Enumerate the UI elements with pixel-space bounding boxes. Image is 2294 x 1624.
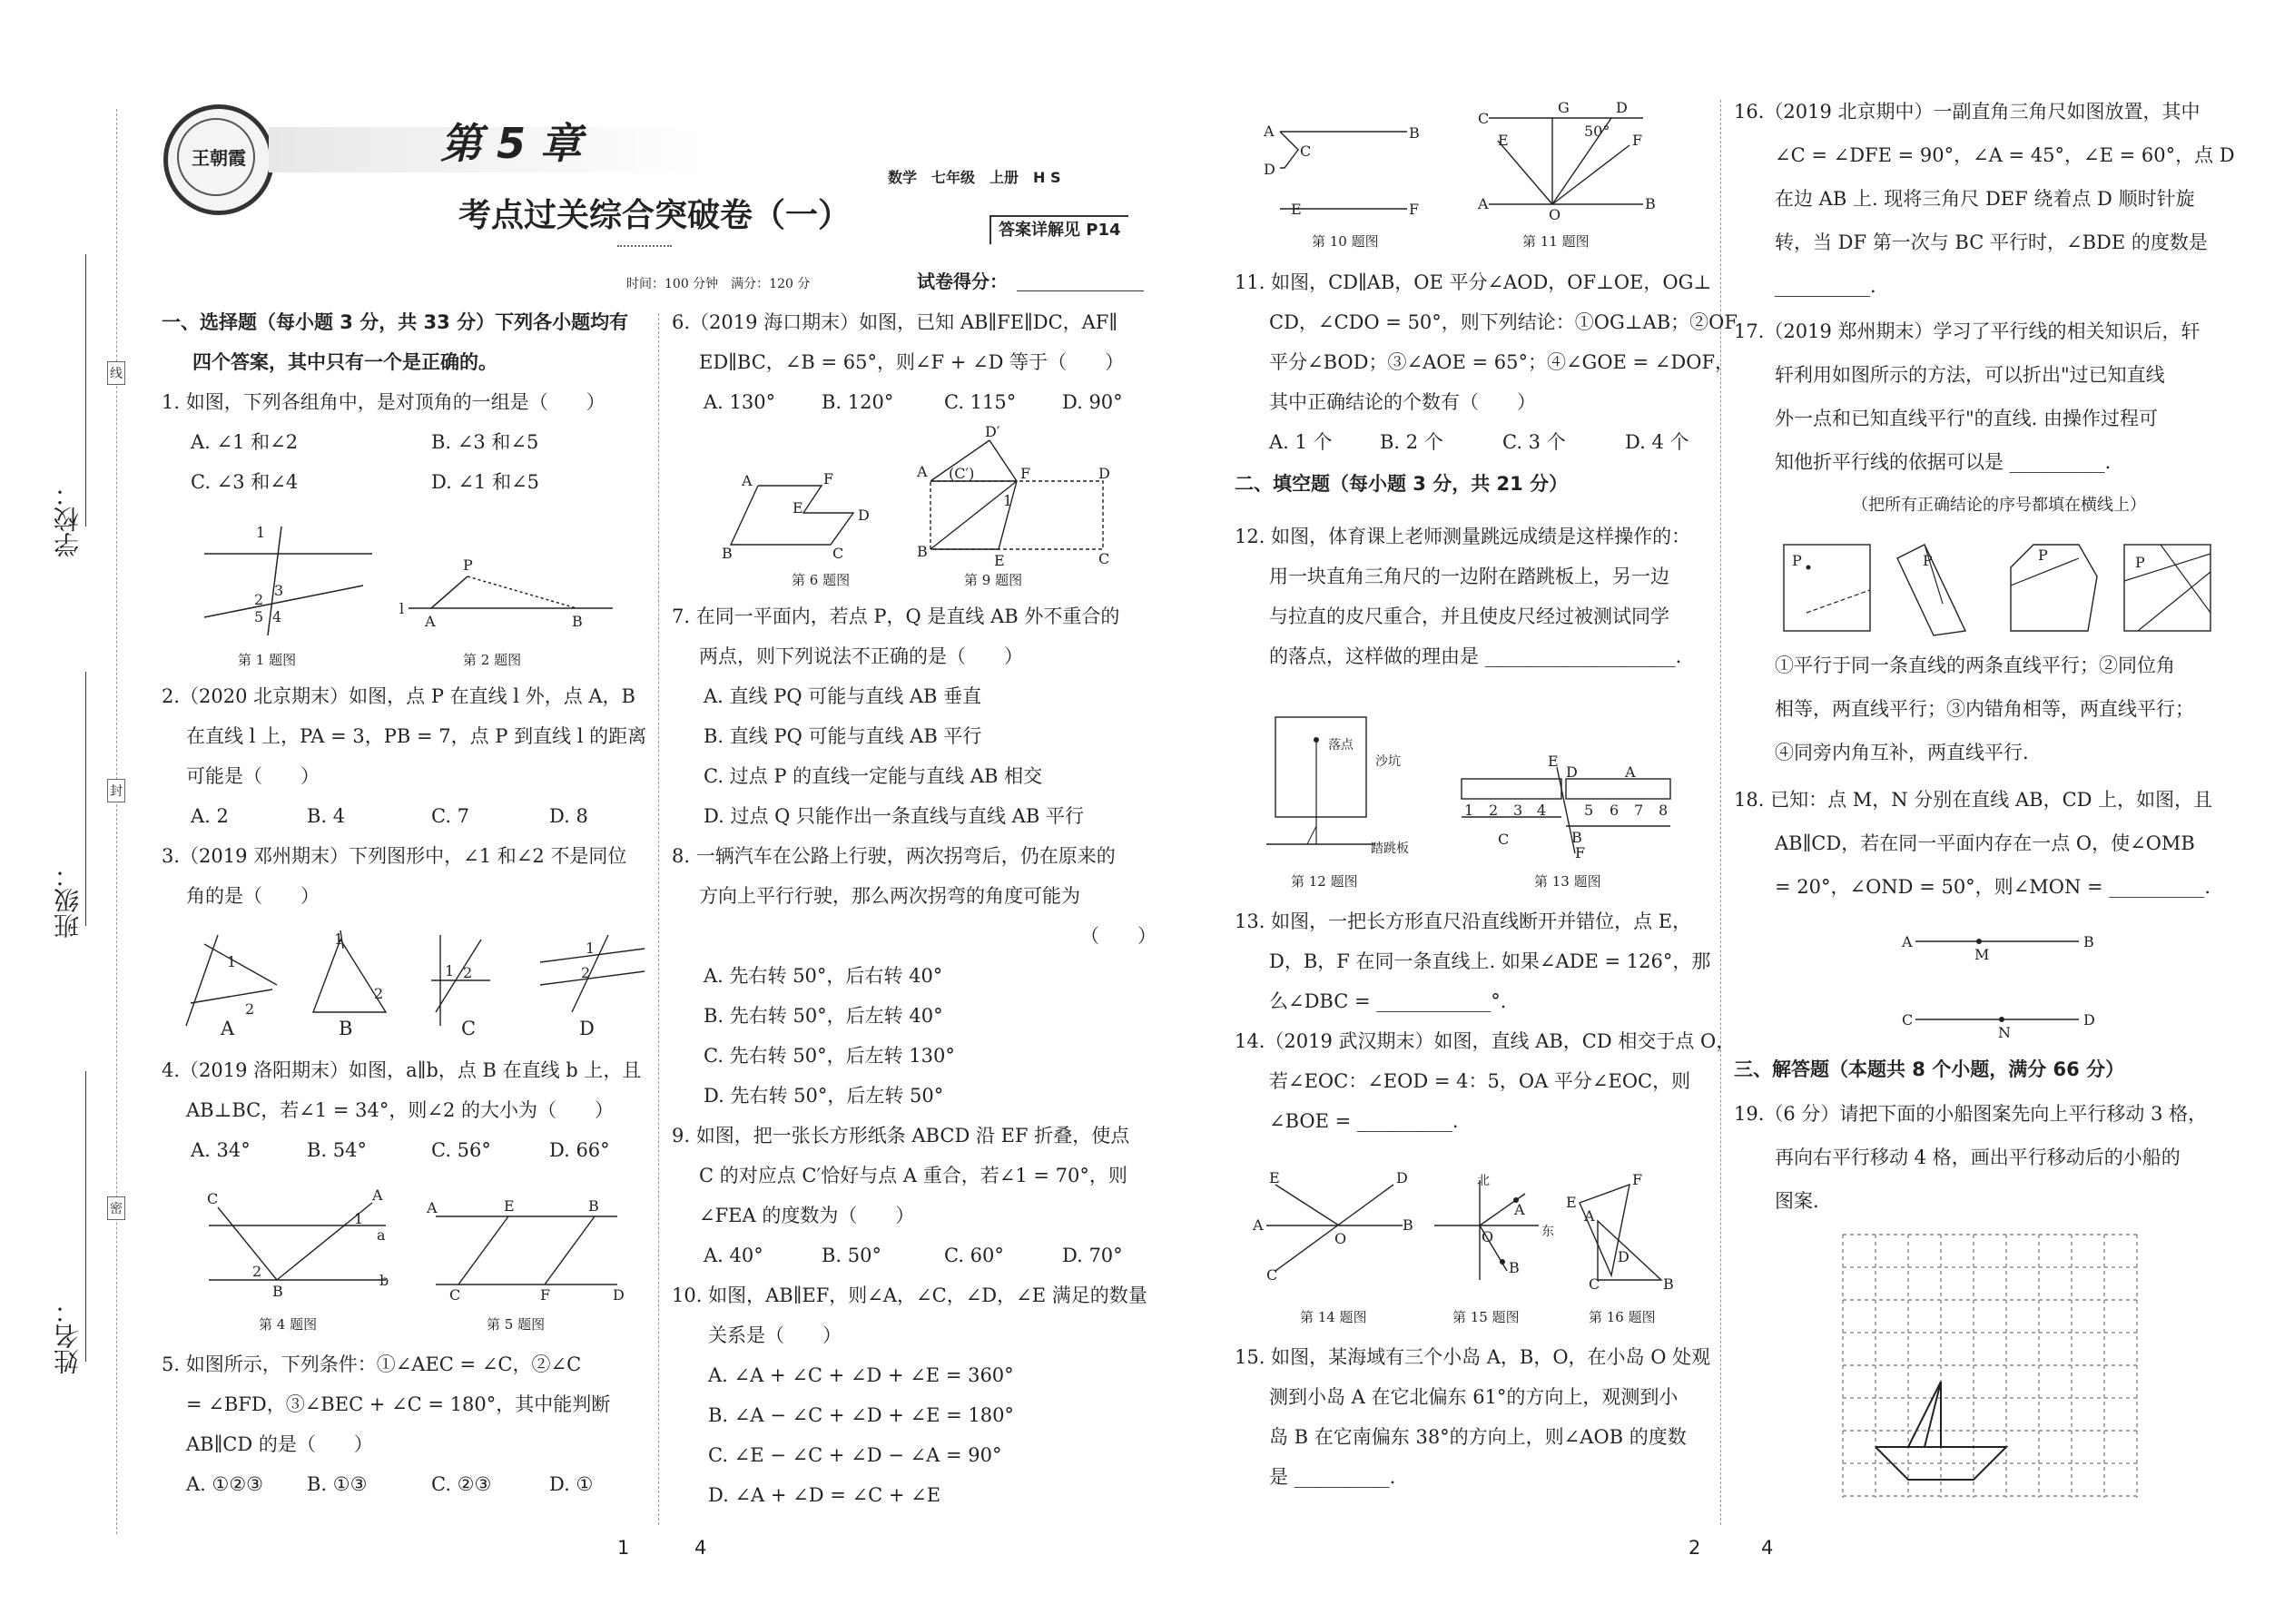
- svg-text:a: a: [377, 1226, 386, 1244]
- logo-text: 王朝霞: [192, 147, 246, 169]
- q9-stem-2: C 的对应点 C′恰好与点 A 重合，若∠1 = 70°，则: [699, 1165, 1127, 1186]
- svg-text:B: B: [588, 1197, 599, 1215]
- q9-option-b[interactable]: B. 50°: [822, 1245, 882, 1266]
- svg-text:C: C: [1098, 550, 1110, 567]
- q13-stem-3: 么∠DBC = ____________°.: [1269, 990, 1507, 1012]
- q13-stem-1: 13. 如图，一把长方形直尺沿直线断开并错位，点 E，: [1235, 910, 1692, 932]
- svg-text:A: A: [372, 1186, 383, 1204]
- q1-stem: 1. 如图，下列各组角中，是对顶角的一组是（ ）: [162, 391, 605, 413]
- binding-dashed-line: [116, 109, 117, 1534]
- fig13-diagram: [1457, 753, 1684, 862]
- q11-stem-4: 其中正确结论的个数有（ ）: [1269, 391, 1536, 413]
- q7-option-d[interactable]: D. 过点 Q 只能作出一条直线与直线 AB 平行: [704, 805, 1084, 827]
- header-deco-dots: [617, 245, 672, 247]
- seal-mark-secret: 密: [107, 1196, 125, 1220]
- fig15-caption: 第 15 题图: [1452, 1309, 1520, 1325]
- svg-text:C: C: [1589, 1275, 1600, 1293]
- q15-stem-4: 是 __________.: [1269, 1466, 1396, 1488]
- logo-seal: [163, 104, 274, 215]
- q14-stem-2: 若∠EOC：∠EOD = 4：5，OA 平分∠EOC，则: [1269, 1070, 1691, 1092]
- q4-option-d[interactable]: D. 66°: [549, 1139, 610, 1161]
- q3-fig-a: [186, 935, 277, 1026]
- q6-option-d[interactable]: D. 90°: [1062, 391, 1123, 413]
- q9-option-a[interactable]: A. 40°: [704, 1245, 763, 1266]
- section-1-heading-cont: 四个答案，其中只有一个是正确的。: [192, 351, 497, 373]
- fig1-caption: 第 1 题图: [238, 652, 297, 668]
- q17-stem-2: 轩利用如图所示的方法，可以折出"过已知直线: [1775, 364, 2165, 386]
- fig11-caption: 第 11 题图: [1522, 233, 1590, 250]
- page-number-4b: 4: [1761, 1537, 1774, 1559]
- svg-text:4: 4: [272, 608, 282, 625]
- fig12-pit-label: 沙坑: [1375, 754, 1401, 769]
- fig14-caption: 第 14 题图: [1300, 1309, 1367, 1325]
- svg-text:F: F: [1020, 465, 1031, 482]
- q17-option-line-3: ④同旁内角互补，两直线平行.: [1775, 742, 2029, 763]
- q4-option-b[interactable]: B. 54°: [307, 1139, 368, 1161]
- svg-text:E: E: [994, 552, 1005, 569]
- q13-stem-2: D，B，F 在同一条直线上. 如果∠ADE = 126°，那: [1269, 950, 1711, 972]
- q11-option-c[interactable]: C. 3 个: [1502, 431, 1566, 453]
- svg-text:F: F: [1409, 201, 1420, 218]
- svg-text:D: D: [613, 1286, 625, 1304]
- svg-text:A: A: [1584, 1207, 1595, 1225]
- q3-fig-b: [313, 930, 386, 1012]
- svg-text:2: 2: [254, 591, 264, 608]
- svg-text:A: A: [427, 1199, 438, 1216]
- svg-text:D: D: [1264, 161, 1275, 178]
- svg-text:2: 2: [1489, 802, 1499, 819]
- q3-label-c[interactable]: C: [461, 1018, 477, 1039]
- svg-text:6: 6: [1610, 802, 1620, 819]
- fig12-caption: 第 12 题图: [1291, 873, 1358, 890]
- page-number-2: 2: [1689, 1537, 1701, 1559]
- q14-stem-3: ∠BOE = __________.: [1269, 1110, 1459, 1132]
- q7-option-b[interactable]: B. 直线 PQ 可能与直线 AB 平行: [704, 725, 982, 747]
- q11-option-b[interactable]: B. 2 个: [1380, 431, 1443, 453]
- svg-text:F: F: [540, 1286, 551, 1304]
- q3-label-d[interactable]: D: [579, 1018, 595, 1039]
- fig5-caption: 第 5 题图: [487, 1316, 546, 1333]
- q17-option-line-2: 相等，两直线平行；③内错角相等，两直线平行；: [1775, 698, 2194, 720]
- svg-text:D: D: [858, 507, 870, 524]
- q11-option-d[interactable]: D. 4 个: [1625, 431, 1689, 453]
- svg-text:O: O: [1334, 1230, 1347, 1247]
- svg-text:1: 1: [586, 940, 596, 957]
- q15-stem-1: 15. 如图，某海域有三个小岛 A，B，O，在小岛 O 处观: [1235, 1346, 1711, 1368]
- q12-stem-4: 的落点，这样做的理由是 ____________________.: [1269, 645, 1682, 667]
- q3-fig-d: [540, 935, 645, 1012]
- name-label: 姓名：: [53, 1298, 83, 1374]
- q17-stem-4: 知他折平行线的依据可以是 __________.: [1775, 451, 2112, 473]
- q10-option-a[interactable]: A. ∠A + ∠C + ∠D + ∠E = 360°: [708, 1364, 1014, 1386]
- q2-stem-2: 在直线 l 上，PA = 3，PB = 7，点 P 到直线 l 的距离: [186, 725, 647, 747]
- svg-text:E: E: [1269, 1169, 1280, 1186]
- q7-stem-2: 两点，则下列说法不正确的是（ ）: [699, 645, 1023, 667]
- svg-text:5: 5: [1584, 802, 1594, 819]
- svg-text:8: 8: [1659, 802, 1669, 819]
- svg-text:b: b: [379, 1272, 389, 1289]
- svg-text:P: P: [2038, 546, 2048, 564]
- svg-text:1: 1: [1464, 802, 1474, 819]
- svg-text:O: O: [1549, 206, 1561, 223]
- q8-option-d[interactable]: D. 先右转 50°，后左转 50°: [704, 1085, 944, 1107]
- fig12-board-label: 踏跳板: [1371, 842, 1409, 856]
- svg-text:P: P: [1792, 552, 1802, 569]
- svg-text:5: 5: [254, 608, 264, 625]
- q6-option-b[interactable]: B. 120°: [822, 391, 894, 413]
- q3-fig-c: [431, 935, 490, 1026]
- q7-option-a[interactable]: A. 直线 PQ 可能与直线 AB 垂直: [704, 685, 982, 707]
- q10-stem-2: 关系是（ ）: [708, 1324, 842, 1346]
- svg-text:E: E: [1566, 1194, 1577, 1211]
- seal-mark-line: 线: [107, 361, 125, 385]
- q17-stem-1: 17.（2019 郑州期末）学习了平行线的相关知识后，轩: [1734, 320, 2200, 342]
- q4-option-a[interactable]: A. 34°: [191, 1139, 251, 1161]
- q8-stem-2: 方向上平行行驶，那么两次拐弯的角度可能为: [699, 885, 1080, 907]
- svg-text:C: C: [1266, 1266, 1278, 1284]
- q12-stem-2: 用一块直角三角尺的一边附在踏跳板上，另一边: [1269, 566, 1669, 587]
- fig11-diagram: [1471, 99, 1656, 223]
- chapter-title: 第 5 章: [440, 119, 583, 168]
- fig12-landing-label: 落点: [1328, 738, 1354, 753]
- q16-stem-2: ∠C = ∠DFE = 90°，∠A = 45°，∠E = 60°，点 D: [1775, 144, 2235, 166]
- svg-text:1: 1: [256, 524, 266, 541]
- page-number-1: 1: [617, 1537, 630, 1559]
- subject-meta: 数学 七年级 上册 H S: [888, 169, 1061, 186]
- svg-text:D: D: [2083, 1011, 2095, 1029]
- q1-option-a[interactable]: A. ∠1 和∠2: [191, 431, 299, 453]
- q6-stem-1: 6.（2019 海口期末）如图，已知 AB∥FE∥DC，AF∥: [672, 311, 1118, 333]
- svg-text:D: D: [1618, 1248, 1629, 1265]
- q14-stem-1: 14.（2019 武汉期末）如图，直线 AB，CD 相交于点 O，: [1235, 1030, 1736, 1052]
- svg-text:2: 2: [245, 1000, 255, 1018]
- fig18-diagram: [1902, 921, 2111, 1039]
- fig4-diagram: [200, 1186, 390, 1300]
- q19-stem-1: 19.（6 分）请把下面的小船图案先向上平行移动 3 格，: [1734, 1103, 2208, 1125]
- svg-text:P: P: [463, 556, 473, 574]
- q9-option-c[interactable]: C. 60°: [944, 1245, 1004, 1266]
- svg-text:7: 7: [1634, 802, 1644, 819]
- page-number-4a: 4: [694, 1537, 707, 1559]
- q4-option-c[interactable]: C. 56°: [431, 1139, 491, 1161]
- q11-stem-3: 平分∠BOD；③∠AOE = 65°；④∠GOE = ∠DOF，: [1269, 351, 1735, 373]
- q2-option-d[interactable]: D. 8: [549, 805, 588, 827]
- svg-text:2: 2: [374, 985, 384, 1002]
- section-2-heading: 二、填空题（每小题 3 分，共 21 分）: [1235, 473, 1569, 495]
- svg-text:1: 1: [354, 1210, 364, 1227]
- class-line: [85, 672, 86, 926]
- svg-text:1: 1: [1003, 492, 1013, 509]
- svg-text:A: A: [1902, 933, 1913, 950]
- svg-text:A: A: [1625, 763, 1636, 781]
- fig16-diagram: [1561, 1171, 1689, 1293]
- fig6-diagram: [722, 468, 885, 562]
- school-line: [85, 254, 86, 527]
- q8-option-c[interactable]: C. 先右转 50°，后左转 130°: [704, 1045, 955, 1067]
- svg-text:M: M: [1974, 946, 1990, 963]
- q16-stem-5: __________.: [1775, 275, 1876, 297]
- svg-text:2: 2: [581, 964, 591, 981]
- svg-text:C: C: [207, 1190, 219, 1207]
- score-label: 试卷得分：: [917, 271, 1008, 292]
- svg-text:F: F: [823, 470, 834, 487]
- q16-stem-1: 16.（2019 北京期中）一副直角三角尺如图放置，其中: [1734, 101, 2200, 123]
- svg-text:A: A: [742, 472, 753, 489]
- q4-stem-1: 4.（2019 洛阳期末）如图，a∥b，点 B 在直线 b 上，且: [162, 1059, 642, 1081]
- q16-stem-3: 在边 AB 上. 现将三角尺 DEF 绕着点 D 顺时针旋: [1775, 188, 2195, 210]
- q8-option-a[interactable]: A. 先右转 50°，后右转 40°: [704, 965, 943, 987]
- q15-stem-3: 岛 B 在它南偏东 38°的方向上，则∠AOB 的度数: [1269, 1426, 1687, 1448]
- q11-stem-2: CD，∠CDO = 50°，则下列结论：①OG⊥AB；②OF: [1269, 311, 1738, 333]
- svg-text:C: C: [1478, 110, 1490, 127]
- fig10-caption: 第 10 题图: [1312, 233, 1379, 250]
- q9-stem-1: 9. 如图，把一张长方形纸条 ABCD 沿 EF 折叠，使点: [672, 1125, 1130, 1147]
- fig1-diagram: [200, 517, 381, 635]
- q4-stem-2: AB⊥BC，若∠1 = 34°，则∠2 的大小为（ ）: [186, 1099, 614, 1121]
- svg-text:B: B: [1663, 1275, 1674, 1293]
- svg-text:D: D: [1098, 465, 1110, 482]
- q11-stem-1: 11. 如图，CD∥AB，OE 平分∠AOD，OF⊥OE，OG⊥: [1235, 271, 1712, 293]
- q5-option-d[interactable]: D. ①: [549, 1473, 594, 1495]
- q3-stem-2: 角的是（ ）: [186, 885, 320, 907]
- svg-text:G: G: [1558, 99, 1570, 116]
- svg-text:B: B: [572, 613, 583, 630]
- q1-option-b[interactable]: B. ∠3 和∠5: [431, 431, 539, 453]
- svg-text:P: P: [2135, 554, 2145, 571]
- q6-stem-2: ED∥BC，∠B = 65°，则∠F + ∠D 等于（ ）: [699, 351, 1125, 373]
- svg-text:1: 1: [227, 953, 237, 970]
- svg-text:1: 1: [445, 962, 455, 979]
- svg-text:B: B: [1645, 195, 1656, 212]
- fig15-east-label: 东: [1541, 1225, 1554, 1239]
- svg-text:l: l: [399, 600, 405, 617]
- q12-stem-1: 12. 如图，体育课上老师测量跳远成绩是这样操作的：: [1235, 526, 1691, 547]
- q10-option-c[interactable]: C. ∠E − ∠C + ∠D − ∠A = 90°: [708, 1444, 1002, 1466]
- svg-text:2: 2: [252, 1263, 262, 1280]
- fig4-caption: 第 4 题图: [259, 1316, 318, 1333]
- q15-stem-2: 测到小岛 A 在它北偏东 61°的方向上，观测到小: [1269, 1386, 1679, 1408]
- fig15-north-label: 北: [1477, 1174, 1490, 1188]
- svg-text:D: D: [1566, 763, 1578, 781]
- svg-text:D: D: [1616, 99, 1628, 116]
- q17-option-line-1: ①平行于同一条直线的两条直线平行；②同位角: [1775, 655, 2175, 676]
- q3-label-a[interactable]: A: [221, 1018, 235, 1039]
- fig16-caption: 第 16 题图: [1589, 1309, 1656, 1325]
- svg-text:D′: D′: [985, 423, 1000, 440]
- svg-text:B: B: [1409, 124, 1420, 142]
- paper-title: 考点过关综合突破卷（一）: [458, 196, 852, 234]
- svg-text:D: D: [1396, 1169, 1408, 1186]
- q8-stem-3: （ ）: [1080, 925, 1157, 947]
- svg-text:50°: 50°: [1584, 123, 1610, 140]
- answer-ref: 答案详解见 P14: [989, 215, 1128, 244]
- svg-text:P: P: [1923, 552, 1933, 569]
- q2-option-a[interactable]: A. 2: [191, 805, 229, 827]
- svg-text:C: C: [832, 545, 844, 562]
- q5-stem-1: 5. 如图所示，下列条件：①∠AEC = ∠C，②∠C: [162, 1353, 582, 1375]
- svg-text:A: A: [1514, 1201, 1525, 1218]
- svg-text:A: A: [1264, 123, 1275, 140]
- svg-text:C: C: [1902, 1011, 1914, 1029]
- q5-option-a[interactable]: A. ①②③: [186, 1473, 263, 1495]
- fig2-diagram: [399, 554, 617, 630]
- fig6-caption: 第 6 题图: [792, 572, 851, 588]
- q19-stem-3: 图案.: [1775, 1190, 1819, 1212]
- svg-text:F: F: [1632, 1171, 1643, 1188]
- q9-option-d[interactable]: D. 70°: [1062, 1245, 1123, 1266]
- svg-text:B: B: [1509, 1259, 1520, 1276]
- q10-option-b[interactable]: B. ∠A − ∠C + ∠D + ∠E = 180°: [708, 1404, 1014, 1426]
- q6-option-a[interactable]: A. 130°: [704, 391, 776, 413]
- fig9-diagram: [917, 423, 1110, 569]
- svg-text:(C′): (C′): [949, 465, 975, 482]
- q3-label-b[interactable]: B: [339, 1018, 353, 1039]
- score-blank: [1017, 290, 1144, 291]
- q17-stem-3: 外一点和已知直线平行"的直线. 由操作过程可: [1775, 408, 2159, 429]
- q6-option-c[interactable]: C. 115°: [944, 391, 1017, 413]
- svg-text:N: N: [1998, 1024, 2011, 1041]
- fig14-diagram: [1253, 1169, 1416, 1284]
- svg-text:E: E: [793, 499, 803, 517]
- svg-text:C: C: [449, 1286, 461, 1304]
- svg-text:3: 3: [274, 582, 284, 599]
- seal-mark-seal: 封: [107, 779, 125, 802]
- q12-stem-3: 与拉直的皮尺重合，并且使皮尺经过被测试同学: [1269, 605, 1669, 627]
- svg-text:B: B: [272, 1283, 283, 1300]
- q7-option-c[interactable]: C. 过点 P 的直线一定能与直线 AB 相交: [704, 765, 1043, 787]
- svg-text:E: E: [1291, 201, 1302, 218]
- q5-option-c[interactable]: C. ②③: [431, 1473, 492, 1495]
- svg-text:E: E: [1498, 132, 1509, 149]
- svg-text:A: A: [1478, 195, 1489, 212]
- q3-stem-1: 3.（2019 邓州期末）下列图形中，∠1 和∠2 不是同位: [162, 845, 627, 867]
- svg-text:A: A: [1253, 1216, 1264, 1234]
- svg-text:F: F: [1575, 844, 1586, 861]
- q18-stem-3: = 20°，∠OND = 50°，则∠MON = __________.: [1775, 876, 2210, 898]
- q16-stem-4: 转，当 DF 第一次与 BC 平行时，∠BDE 的度数是: [1775, 231, 2208, 253]
- svg-text:B: B: [2083, 933, 2094, 950]
- svg-text:E: E: [1548, 753, 1559, 770]
- q10-stem-1: 10. 如图，AB∥EF，则∠A，∠C，∠D，∠E 满足的数量: [672, 1284, 1147, 1306]
- fig10-diagram: [1262, 118, 1425, 218]
- fig17-diagram: [1779, 540, 2251, 640]
- school-label: 学校：: [53, 481, 83, 557]
- svg-text:3: 3: [1513, 802, 1523, 819]
- q5-option-b[interactable]: B. ①③: [307, 1473, 368, 1495]
- svg-text:A: A: [917, 463, 928, 480]
- q10-option-d[interactable]: D. ∠A + ∠D = ∠C + ∠E: [708, 1484, 941, 1506]
- q11-option-a[interactable]: A. 1 个: [1269, 431, 1333, 453]
- q8-option-b[interactable]: B. 先右转 50°，后左转 40°: [704, 1005, 943, 1027]
- fig13-caption: 第 13 题图: [1534, 873, 1601, 890]
- name-line: [85, 1071, 86, 1362]
- q2-stem-3: 可能是（ ）: [186, 765, 320, 787]
- fig5-diagram: [427, 1197, 626, 1304]
- column-divider-1: [658, 313, 659, 1525]
- svg-text:E: E: [504, 1197, 515, 1215]
- fig2-caption: 第 2 题图: [463, 652, 522, 668]
- svg-text:B: B: [917, 543, 928, 560]
- section-3-heading: 三、解答题（本题共 8 个小题，满分 66 分）: [1734, 1058, 2125, 1080]
- q19-grid: [1834, 1230, 2142, 1502]
- q5-stem-2: = ∠BFD，③∠BEC + ∠C = 180°，其中能判断: [186, 1393, 611, 1415]
- svg-text:C: C: [1300, 143, 1312, 160]
- q3-figures: [182, 930, 635, 1030]
- svg-text:F: F: [1632, 132, 1643, 149]
- section-1-heading: 一、选择题（每小题 3 分，共 33 分）下列各小题均有: [162, 311, 629, 333]
- q17-note: （把所有正确结论的序号都填在横线上）: [1852, 496, 2146, 515]
- fig9-caption: 第 9 题图: [964, 572, 1023, 588]
- svg-text:2: 2: [463, 964, 473, 981]
- svg-text:B: B: [1571, 829, 1582, 846]
- time-score: 时间：100 分钟 满分：120 分: [626, 277, 811, 291]
- svg-text:1: 1: [334, 930, 344, 948]
- q19-stem-2: 再向右平行移动 4 格，画出平行移动后的小船的: [1775, 1147, 2181, 1168]
- q2-option-c[interactable]: C. 7: [431, 805, 470, 827]
- q18-stem-2: AB∥CD，若在同一平面内存在一点 O，使∠OMB: [1775, 832, 2195, 854]
- q1-option-c[interactable]: C. ∠3 和∠4: [191, 471, 299, 493]
- svg-text:B: B: [1403, 1216, 1413, 1234]
- q9-stem-3: ∠FEA 的度数为（ ）: [699, 1205, 915, 1226]
- svg-text:C: C: [1498, 831, 1510, 848]
- svg-text:4: 4: [1537, 802, 1547, 819]
- svg-text:O: O: [1482, 1228, 1494, 1245]
- q2-option-b[interactable]: B. 4: [307, 805, 346, 827]
- q1-option-d[interactable]: D. ∠1 和∠5: [431, 471, 540, 493]
- q18-stem-1: 18. 已知：点 M，N 分别在直线 AB，CD 上，如图，且: [1734, 789, 2213, 811]
- svg-text:B: B: [722, 545, 733, 562]
- class-label: 班级：: [53, 862, 83, 939]
- q8-stem-1: 8. 一辆汽车在公路上行驶，两次拐弯后，仍在原来的: [672, 845, 1116, 867]
- q2-stem-1: 2.（2020 北京期末）如图，点 P 在直线 l 外，点 A，B: [162, 685, 635, 707]
- q7-stem-1: 7. 在同一平面内，若点 P，Q 是直线 AB 外不重合的: [672, 605, 1120, 627]
- svg-text:A: A: [425, 613, 436, 630]
- q5-stem-3: AB∥CD 的是（ ）: [186, 1433, 373, 1455]
